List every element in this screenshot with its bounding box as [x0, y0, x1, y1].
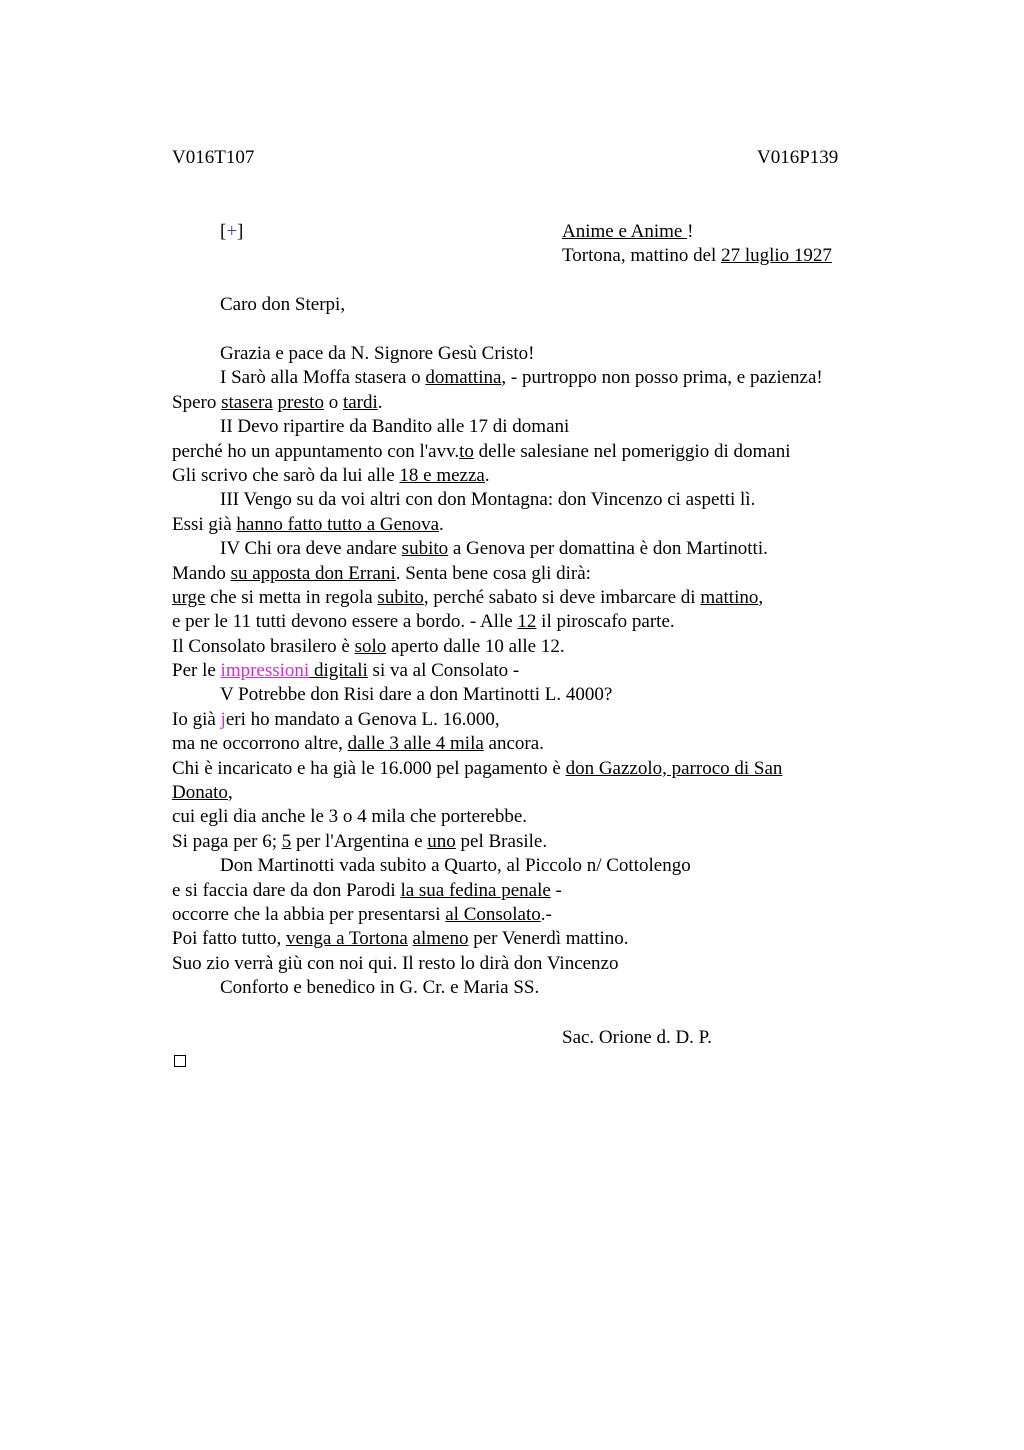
- letter-title: [562, 220, 693, 244]
- body-line: [172, 513, 892, 537]
- body-line: [172, 391, 892, 415]
- body-text: e si faccia dare da don Parodi: [172, 879, 401, 901]
- body-text: per l'Argentina e: [291, 830, 428, 852]
- underlined-text: almeno: [412, 928, 469, 950]
- body-line: [172, 903, 892, 927]
- salutation: Caro don Sterpi,: [220, 294, 346, 315]
- body-line: [172, 586, 892, 610]
- underlined-text: don Gazzolo, parroco di San: [565, 757, 783, 779]
- body-text: II Devo ripartire da Bandito alle 17 di domani: [220, 416, 570, 438]
- body-text: Suo zio verrà giù con noi qui. Il resto lo dirà don Vincenzo: [172, 952, 619, 974]
- body-text: .: [484, 464, 490, 486]
- body-text: che si metta in regola: [205, 586, 378, 608]
- body-line: [172, 610, 892, 634]
- body-text: ,: [227, 782, 233, 804]
- body-text: III Vengo su da voi altri con don Montagna: don Vincenzo ci aspetti lì.: [220, 489, 756, 511]
- body-text: Essi già: [172, 513, 237, 535]
- document-code-right: V016P139: [757, 147, 839, 168]
- body-text: ma ne occorrono altre,: [172, 733, 348, 755]
- letter-body: [172, 342, 892, 1001]
- place-date-prefix: Tortona, mattino del: [562, 245, 722, 266]
- body-line: [172, 635, 892, 659]
- body-text: pel Brasile.: [455, 830, 548, 852]
- underlined-text: uno: [427, 830, 456, 852]
- body-line: [172, 683, 892, 707]
- body-text: ,: [758, 586, 764, 608]
- body-text: -: [550, 879, 562, 901]
- body-line: [172, 659, 892, 683]
- body-text: si va al Consolato -: [367, 660, 520, 682]
- body-text: Si paga per 6;: [172, 830, 282, 852]
- body-text: .: [377, 391, 383, 413]
- body-text: il piroscafo parte.: [536, 611, 675, 633]
- body-text: .: [439, 513, 444, 535]
- underlined-text: 5: [281, 830, 292, 852]
- underlined-text: su apposta don Errani: [230, 562, 396, 584]
- underlined-text: urge: [172, 586, 206, 608]
- body-text: Spero: [172, 391, 222, 413]
- body-text: Chi è incaricato e ha già le 16.000 pel pagamento è: [172, 757, 566, 779]
- empty-square-icon: [174, 1055, 186, 1067]
- body-line: [172, 488, 892, 512]
- underlined-text: Donato: [172, 782, 228, 804]
- underlined-text: to: [459, 440, 474, 462]
- body-line: [172, 366, 892, 390]
- body-text: Mando: [172, 562, 231, 584]
- body-text: perché ho un appuntamento con l'avv.: [172, 440, 460, 462]
- expand-marker: [220, 220, 243, 244]
- letter-place-date: [562, 244, 832, 268]
- body-text: . Senta bene cosa gli dirà:: [395, 562, 591, 584]
- signature: Sac. Orione d. D. P.: [562, 1027, 712, 1048]
- body-text: I Sarò alla Moffa stasera o: [220, 367, 426, 389]
- body-line: [172, 805, 892, 829]
- body-text: Conforto e benedico in G. Cr. e Maria SS.: [220, 977, 540, 999]
- body-text: o: [323, 391, 343, 413]
- body-line: [172, 830, 892, 854]
- underlined-text: 18 e mezza: [399, 464, 485, 486]
- underlined-text: 12: [517, 611, 537, 633]
- underlined-text: subito: [377, 586, 424, 608]
- body-line: [172, 342, 892, 366]
- underlined-text: hanno fatto tutto a Genova: [236, 513, 439, 535]
- body-text: a Genova per domattina è don Martinotti.: [448, 538, 768, 560]
- underlined-text: solo: [354, 635, 387, 657]
- body-text: ancora.: [483, 733, 544, 755]
- body-text: V Potrebbe don Risi dare a don Martinotti L. 4000?: [220, 684, 613, 706]
- body-text: IV Chi ora deve andare: [220, 538, 402, 560]
- body-line: [172, 415, 892, 439]
- underlined-text: presto: [277, 391, 324, 413]
- underlined-text: digitali: [309, 660, 368, 682]
- body-line: [172, 927, 892, 951]
- body-line: [172, 854, 892, 878]
- body-line: [172, 757, 892, 781]
- body-line: [172, 537, 892, 561]
- underlined-text: dalle 3 alle 4 mila: [347, 733, 484, 755]
- underlined-text: tardi: [342, 391, 378, 413]
- body-line: [172, 976, 892, 1000]
- underlined-text: domattina: [425, 367, 502, 389]
- body-text: occorre che la abbia per presentarsi: [172, 903, 446, 925]
- body-text: Gli scrivo che sarò da lui alle: [172, 464, 400, 486]
- underlined-text: venga a Tortona: [286, 928, 408, 950]
- body-text: cui egli dia anche le 3 o 4 mila che porterebbe.: [172, 806, 528, 828]
- body-line: [172, 562, 892, 586]
- body-line: [172, 440, 892, 464]
- body-line: [172, 952, 892, 976]
- underlined-text: la sua fedina penale: [400, 879, 551, 901]
- body-text: per Venerdì mattino.: [468, 928, 629, 950]
- body-text: Io già: [172, 708, 221, 730]
- body-text: .-: [540, 903, 552, 925]
- body-line: [172, 708, 892, 732]
- body-text: e per le 11 tutti devono essere a bordo. - Alle: [172, 611, 518, 633]
- body-text: j: [220, 708, 226, 730]
- body-text: eri ho mandato a Genova L. 16.000,: [225, 708, 500, 730]
- body-text: , - purtroppo non posso prima, e pazienza!: [501, 367, 823, 389]
- body-text: , perché sabato si deve imbarcare di: [423, 586, 701, 608]
- underlined-text: stasera: [221, 391, 273, 413]
- underlined-text: mattino: [700, 586, 759, 608]
- body-line: [172, 464, 892, 488]
- underlined-text: impressioni: [220, 660, 310, 682]
- body-text: Grazia e pace da N. Signore Gesù Cristo!: [220, 343, 535, 364]
- underlined-text: al Consolato: [445, 903, 541, 925]
- letter-title-text: Anime e Anime: [562, 221, 688, 242]
- body-text: delle salesiane nel pomeriggio di domani: [473, 440, 791, 462]
- body-line: [172, 879, 892, 903]
- marker-close-bracket: ]: [237, 221, 244, 242]
- underlined-text: subito: [401, 538, 449, 560]
- letter-title-exclaim: !: [687, 221, 694, 242]
- plus-link[interactable]: +: [226, 221, 238, 242]
- document-code-left: V016T107: [172, 147, 255, 168]
- body-text: Poi fatto tutto,: [172, 928, 286, 950]
- body-text: Don Martinotti vada subito a Quarto, al Piccolo n/ Cottolengo: [220, 855, 691, 877]
- body-text: Per le: [172, 660, 221, 682]
- body-line: [172, 732, 892, 756]
- marker-open-bracket: [: [220, 221, 227, 242]
- letter-date: 27 luglio 1927: [721, 245, 832, 266]
- body-text: Il Consolato brasilero è: [172, 635, 355, 657]
- body-text: aperto dalle 10 alle 12.: [386, 635, 565, 657]
- body-line: [172, 781, 892, 805]
